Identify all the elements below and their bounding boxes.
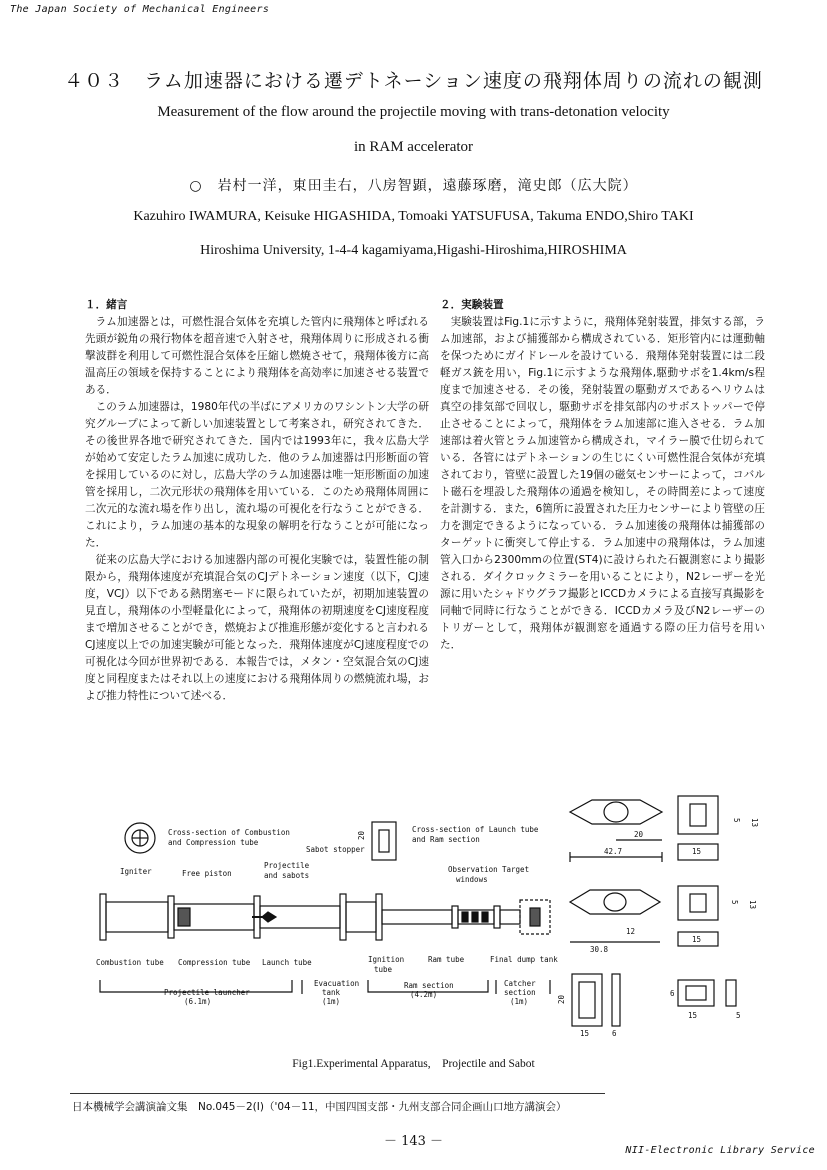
label-cross-section-launch: Cross-section of Launch tube [412,825,539,834]
authors-japanese: ○ 岩村一洋，東田圭右，八房智顕，遠藤琢磨，滝史郎（広大院） [189,178,638,194]
library-service-footer: NII-Electronic Library Service [625,1145,815,1156]
label-free-piston: Free piston [182,869,232,878]
sabot-drawing-1 [678,796,759,860]
paragraph: 実験装置はFig.1に示すように，飛翔体発射装置，排気する部，ラム加速部，および捕獲部から構成されている．矩形管内には運動軸を保つためにガイドレールを設けている．飛翔体発射装置には二段軽ガス銃を用い，Fig.1に示すような飛翔体,駆動サボを1.4km/s程度まで加速させる．その後，発射装置の駆動ガスであるヘリウムは真空の排気部で回収し，駆動サボを排気部内のサボストッパーで停止させることによって，飛翔体をラム加速部に進入させる．ラム加速部は着火管とラム加速管から構成され，マイラー膜で仕切られている．各管にはデトネーションの生じにくい可燃性混合気体が充填されており，管壁に設置した19個の磁気センサーによって，コバルト磁石を埋設した飛翔体の通過を検知し，その時間差によって速度を計測する．また，6箇所に設置された圧力センサーにより管壁の圧力を測定できるようになっている．ラム加速後の飛翔体は捕獲部のターゲットに衝突して停止する．ラム加速中の飛翔体は，ラム加速管入口から2300mmの位置(ST4)に設けられた石観測窓により撮影される．ダイクロックミラーを用いることにより，N2レーザーを光源に用いたシャドウグラフ撮影とICCDカメラによる直接写真撮影を同軸で同時に行なうことができる．ICCDカメラ及びN2レーザーのトリガーとして，飛翔体が観測窓を通過する際の圧力信号を用いた． [440,316,765,651]
label-ignition: Ignition [368,955,405,964]
svg-text:6: 6 [670,989,675,998]
paragraph: このラム加速器は，1980年代の半ばにアメリカのワシントン大学の研究グループによって新しい加速装置として考案され，研究されてきた．その後世界各地で研究されてきた．国内では1993年に，我々広島大学が始めて安定したラム加速に成功した．他のラム加速器は円形断面の管を採用しているのに対し，広島大学のラム加速器は唯一矩形断面の加速管を採用し，二次元形状の飛翔体を用いている．このため飛翔体周囲に二次元的な流れ場を作り出し，流れ場の可視化を行なうことができる．これにより，ラム加速の基本的な現象の解明を行なうことが可能になった． [85,401,429,549]
svg-text:15: 15 [692,847,702,856]
label-ram-section: Ram section [404,981,454,990]
sabot-drawing-3 [557,974,741,1038]
svg-text:(1m): (1m) [322,997,341,1006]
label-projectile: Projectile [264,861,310,870]
label-cross-section-combustion: Cross-section of Combustion [168,828,290,837]
paragraph: ラム加速器とは，可燃性混合気体を充填した管内に飛翔体と呼ばれる先頭が鋭角の飛行物体を超音速で入射させ，飛翔体周りに形成される衝撃波群を利用して可燃性混合気体を圧縮し燃焼させて，飛翔体後方に高温高圧の領域を保持することにより飛翔体を高効率に加速させる装置である． [85,316,429,396]
svg-text:(6.1m): (6.1m) [184,997,212,1006]
svg-text:20: 20 [357,830,366,840]
svg-text:42.7: 42.7 [604,847,623,856]
label-observation: Observation [448,865,498,874]
label-sabot-stopper: Sabot stopper [306,845,365,854]
title-english-line2: in RAM accelerator [353,139,474,155]
label-cross-section-combustion2: and Compression tube [168,838,259,847]
page-number: － 143 － [383,1134,444,1149]
label-catcher: Catcher [504,979,536,988]
svg-text:13: 13 [750,818,759,828]
svg-text:6: 6 [612,1029,617,1038]
figure-caption: Fig1.Experimental Apparatus, Projectile and Sabot [292,1058,535,1070]
sabot-drawing-2 [678,886,757,946]
svg-text:20: 20 [557,994,566,1004]
svg-text:15: 15 [580,1029,590,1038]
svg-text:(1m): (1m) [510,997,529,1006]
label-cross-section-launch2: and Ram section [412,835,480,844]
label-projectile-sabots: and sabots [264,871,310,880]
svg-text:5: 5 [736,1011,741,1020]
paragraph: 従来の広島大学における加速器内部の可視化実験では，装置性能の制限から，飛翔体速度が充填混合気のCJデトネーション速度（以下，CJ速度，VCJ）以下である熱閉塞モードに限られていたが，初期加速装置の見直し，飛翔体の小型軽量化によって，飛翔体の初期速度をCJ速度程度まで増加させることができ，燃焼および推進形態が変化すると言われるCJ速度以上での加速実験が可能となった．飛翔体速度がCJ速度程度での可視化は今回が世界初である．本報告では，メタン・空気混合気のCJ速度と同程度またはそれ以上の速度における飛翔体周りの燃焼流れ場，および推力特性について述べる． [85,554,429,702]
svg-text:20: 20 [634,830,644,839]
authors-english: Kazuhiro IWAMURA, Keisuke HIGASHIDA, Tomoaki YATSUFUSA, Takuma ENDO,Shiro TAKI [133,209,694,224]
projectile-drawing-2 [570,890,660,954]
projectile-drawing-1 [570,800,662,862]
label-ram-tube: Ram tube [428,955,465,964]
svg-text:13: 13 [748,900,757,910]
label-observation-windows: windows [456,875,488,884]
svg-text:5: 5 [730,900,739,905]
label-compression-tube: Compression tube [178,958,251,967]
label-evacuation: Evacuation [314,979,360,988]
svg-text:15: 15 [688,1011,698,1020]
svg-text:30.8: 30.8 [590,945,609,954]
svg-text:5: 5 [732,818,741,823]
society-header: The Japan Society of Mechanical Engineers [10,4,270,15]
title-japanese: ４０３ ラム加速器における遷デトネーション速度の飛翔体周りの流れの観測 [64,70,763,92]
label-launch-tube: Launch tube [262,958,312,967]
footer-rule [70,1093,605,1094]
label-igniter: Igniter [120,867,152,876]
label-projectile-launcher: Projectile launcher [164,988,250,997]
label-target: Target [502,865,530,874]
title-english-line1: Measurement of the flow around the projectile moving with trans-detonation velocity [157,104,670,120]
section-apparatus [440,297,765,654]
svg-text:12: 12 [626,927,636,936]
section-introduction [85,297,429,705]
section-heading: ２．実験装置 [440,299,504,311]
launch-cross-section-box [372,822,396,860]
apparatus-tubes [100,894,550,940]
label-evacuation-tank: tank [322,988,341,997]
apparatus-figure [92,782,782,1044]
label-ignition-tube: tube [374,965,393,974]
label-final-dump-tank: Final dump tank [490,955,558,964]
section-heading: １．緒言 [85,299,128,311]
proceedings-info: 日本機械学会講演論文集 No.045－2(Ⅰ)（'04－11，中国四国支部・九州支部合同企画山口地方講演会） [72,1101,567,1113]
affiliation: Hiroshima University, 1-4-4 kagamiyama,Higashi-Hiroshima,HIROSHIMA [200,243,627,258]
label-catcher-section: section [504,988,536,997]
svg-text:15: 15 [692,935,702,944]
svg-text:(4.2m): (4.2m) [410,990,438,999]
label-combustion-tube: Combustion tube [96,958,164,967]
